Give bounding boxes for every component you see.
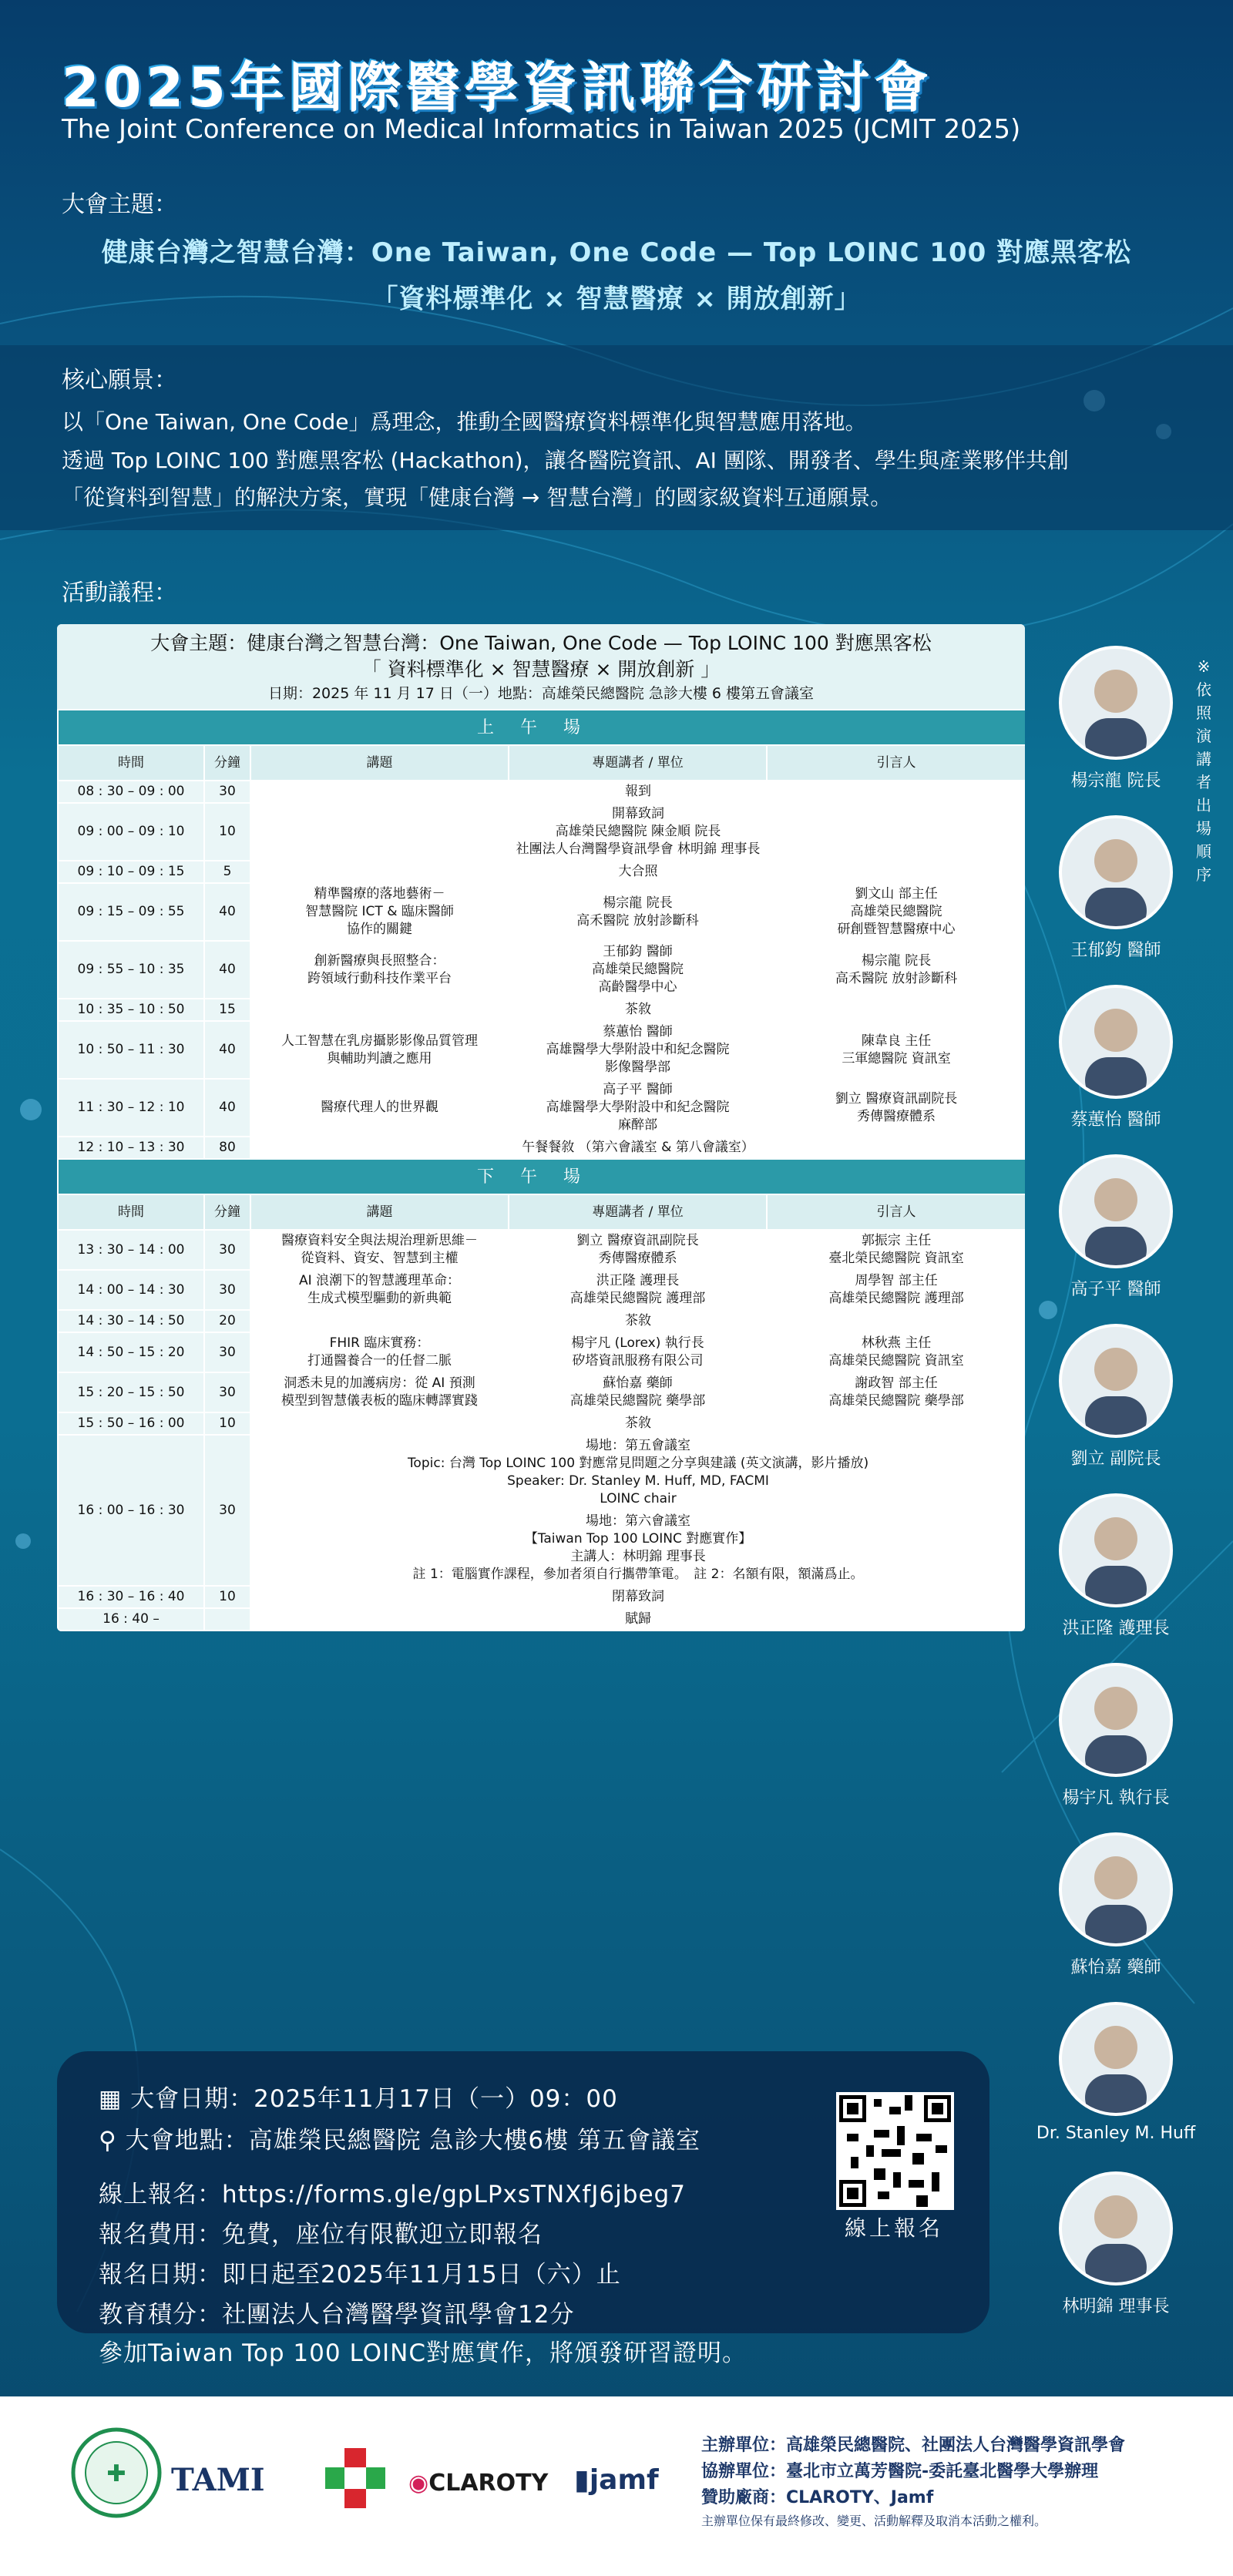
info-venue: ⚲ 大會地點：高雄榮民總醫院 急診大樓6樓 第五會議室 — [99, 2127, 701, 2155]
vision-label: 核心願景： — [62, 367, 177, 394]
speaker-card — [1023, 2171, 1208, 2317]
row-minutes: 30 — [204, 1332, 250, 1372]
agenda-row — [58, 1310, 1025, 1332]
row-host: 楊宗龍 院長 高禾醫院 放射診斷科 — [767, 941, 1025, 999]
row-time: 15 : 20 – 15 : 50 — [58, 1372, 204, 1412]
agenda-header-theme: 大會主題：健康台灣之智慧台灣：One Taiwan, One Code — Top LOINC 100 對應黑客松 — [150, 632, 932, 654]
speaker-card — [1023, 1154, 1208, 1300]
jamf-logo: ▮jamf — [574, 2464, 659, 2496]
row-activity: 茶敘 — [250, 999, 1025, 1021]
row-activity: 閉幕致詞 — [250, 1586, 1025, 1608]
agenda-row — [58, 999, 1025, 1021]
speaker-name: 王郁鈞 醫師 — [1070, 941, 1161, 960]
row-minutes: 15 — [204, 999, 250, 1021]
row-speaker: 高子平 醫師 高雄醫學大學附設中和紀念醫院 麻醉部 — [509, 1079, 767, 1137]
location-pin-icon: ⚲ — [99, 2127, 117, 2155]
agenda-header-date: 日期：2025 年 11 月 17 日（一）地點：高雄榮民總醫院 急診大樓 6 樓第五會議室 — [267, 685, 815, 702]
row-minutes: 40 — [204, 1021, 250, 1079]
row-topic: 精準醫療的落地藝術－ 智慧醫院 ICT & 臨床醫師 協作的關鍵 — [250, 883, 509, 941]
row-activity: 茶敘 — [250, 1310, 1025, 1332]
signup-qr-code[interactable] — [836, 2092, 954, 2210]
speaker-card — [1023, 1663, 1208, 1809]
column-header: 講題 — [250, 745, 509, 781]
agenda-row — [58, 883, 1025, 941]
speaker-name: 蘇怡嘉 藥師 — [1070, 1958, 1161, 1977]
speaker-card — [1023, 2002, 1208, 2143]
section-header: 上午場 — [58, 710, 1025, 745]
agenda-row — [58, 861, 1025, 883]
speaker-name: 高子平 醫師 — [1070, 1280, 1161, 1299]
theme-line-2: 「資料標準化 × 智慧醫療 × 開放創新」 — [371, 284, 862, 314]
row-host: 周學智 部主任 高雄榮民總醫院 護理部 — [767, 1270, 1025, 1310]
agenda-row — [58, 1372, 1025, 1412]
page-subtitle: The Joint Conference on Medical Informatics in Taiwan 2025 (JCMIT 2025) — [62, 114, 1021, 145]
speaker-card — [1023, 985, 1208, 1130]
row-activity: 場地：第五會議室 Topic: 台灣 Top LOINC 100 對應常見問題之分享與建議 (英文演講，影片播放) Speaker: Dr. Stanley M. Huff, MD, FACMI LOINC chair — [250, 1435, 1025, 1510]
agenda-header-slogan: 「 資料標準化 × 智慧醫療 × 開放創新 」 — [361, 658, 721, 680]
speaker-name: 林明錦 理事長 — [1062, 2297, 1170, 2316]
row-topic: 醫療代理人的世界觀 — [250, 1079, 509, 1137]
speaker-card — [1023, 1832, 1208, 1978]
speaker-photo — [1059, 1154, 1173, 1268]
svg-text:✚: ✚ — [106, 2460, 126, 2487]
person-icon — [1062, 1835, 1170, 1943]
agenda-header — [57, 624, 1025, 709]
row-activity: 茶敘 — [250, 1412, 1025, 1435]
row-time: 16 : 30 – 16 : 40 — [58, 1586, 204, 1608]
row-minutes: 5 — [204, 861, 250, 883]
person-icon — [1062, 1327, 1170, 1435]
row-host: 林秋燕 主任 高雄榮民總醫院 資訊室 — [767, 1332, 1025, 1372]
info-date: ▦ 大會日期：2025年11月17日（一）09：00 — [99, 2085, 618, 2113]
agenda-table — [57, 624, 1025, 1631]
info-credit: 教育積分：社團法人台灣醫學資訊學會12分 — [99, 2301, 575, 2329]
speaker-photo — [1059, 2171, 1173, 2285]
agenda-row — [58, 1270, 1025, 1310]
row-speaker: 蔡蕙怡 醫師 高雄醫學大學附設中和紀念醫院 影像醫學部 — [509, 1021, 767, 1079]
theme-label: 大會主題： — [62, 191, 177, 218]
organizer-disclaimer: 主辦單位保有最終修改、變更、活動解釋及取消本活動之權利。 — [701, 2514, 1047, 2528]
agenda-row — [58, 1586, 1025, 1608]
agenda-row — [58, 781, 1025, 803]
section-header: 下午場 — [58, 1159, 1025, 1194]
row-time: 14 : 00 – 14 : 30 — [58, 1270, 204, 1310]
agenda-row — [58, 1137, 1025, 1159]
speaker-card — [1023, 1324, 1208, 1469]
speaker-name: 楊宗龍 院長 — [1070, 771, 1161, 791]
agenda-row — [58, 1079, 1025, 1137]
row-time: 12 : 10 – 13 : 30 — [58, 1137, 204, 1159]
vision-line-3: 「從資料到智慧」的解決方案，實現「健康台灣 → 智慧台灣」的國家級資料互通願景。 — [62, 485, 892, 510]
theme-line-1: 健康台灣之智慧台灣：One Taiwan, One Code — Top LOINC 100 對應黑客松 — [101, 237, 1132, 268]
speaker-card — [1023, 1493, 1208, 1639]
speaker-card — [1023, 646, 1208, 791]
row-topic: FHIR 臨床實務： 打通醫養合一的任督二脈 — [250, 1332, 509, 1372]
row-host: 劉文山 部主任 高雄榮民總醫院 研創暨智慧醫療中心 — [767, 883, 1025, 941]
column-header: 專題講者 / 單位 — [509, 1194, 767, 1230]
row-host: 謝政智 部主任 高雄榮民總醫院 藥學部 — [767, 1372, 1025, 1412]
row-time: 15 : 50 – 16 : 00 — [58, 1412, 204, 1435]
row-time: 14 : 50 – 15 : 20 — [58, 1332, 204, 1372]
speaker-order-note: ※依照演講者出場順序 — [1196, 657, 1211, 884]
row-time: 09 : 55 – 10 : 35 — [58, 941, 204, 999]
agenda-row — [58, 941, 1025, 999]
speaker-name: Dr. Stanley M. Huff — [1036, 2124, 1196, 2143]
row-speaker: 洪正隆 護理長 高雄榮民總醫院 護理部 — [509, 1270, 767, 1310]
row-minutes: 30 — [204, 1230, 250, 1270]
agenda-row — [58, 1021, 1025, 1079]
speaker-name: 劉立 副院長 — [1070, 1449, 1161, 1469]
row-minutes: 80 — [204, 1137, 250, 1159]
speaker-photo — [1059, 2002, 1173, 2116]
person-icon — [1062, 818, 1170, 926]
row-time: 09 : 15 – 09 : 55 — [58, 883, 204, 941]
column-header: 分鐘 — [204, 1194, 250, 1230]
row-minutes — [204, 1608, 250, 1631]
person-icon — [1062, 1496, 1170, 1604]
speaker-photo — [1059, 1493, 1173, 1607]
info-signup[interactable]: 線上報名：https://forms.gle/gpLPxsTNXfJ6jbeg7 — [99, 2181, 686, 2208]
column-header: 引言人 — [767, 745, 1025, 781]
tami-logo: TAMI — [171, 2462, 265, 2498]
speaker-photo — [1059, 815, 1173, 929]
row-topic: AI 浪潮下的智慧護理革命： 生成式模型驅動的新典範 — [250, 1270, 509, 1310]
claroty-mark-icon: ◉ — [408, 2470, 429, 2497]
agenda-row — [58, 1435, 1025, 1510]
row-host: 陳韋良 主任 三軍總醫院 資訊室 — [767, 1021, 1025, 1079]
speaker-name: 楊宇凡 執行長 — [1062, 1788, 1170, 1808]
row-minutes: 40 — [204, 1079, 250, 1137]
speaker-name: 蔡蕙怡 醫師 — [1070, 1110, 1161, 1130]
speaker-name: 洪正隆 護理長 — [1062, 1619, 1170, 1638]
row-minutes: 30 — [204, 1270, 250, 1310]
row-activity: 報到 — [250, 781, 1025, 803]
person-icon — [1062, 2175, 1170, 2282]
column-header: 時間 — [58, 1194, 204, 1230]
row-speaker: 劉立 醫療資訊副院長 秀傳醫療體系 — [509, 1230, 767, 1270]
speaker-card — [1023, 815, 1208, 961]
row-minutes: 30 — [204, 1372, 250, 1412]
host-organizers: 主辦單位：高雄榮民總醫院、社團法人台灣醫學資訊學會 — [701, 2436, 1126, 2455]
qr-caption: 線上報名 — [844, 2215, 943, 2241]
agenda-row — [58, 1230, 1025, 1270]
row-time: 13 : 30 – 14 : 00 — [58, 1230, 204, 1270]
row-time: 08 : 30 – 09 : 00 — [58, 781, 204, 803]
row-topic: 創新醫療與長照整合： 跨領域行動科技作業平台 — [250, 941, 509, 999]
row-time: 10 : 35 – 10 : 50 — [58, 999, 204, 1021]
calendar-icon: ▦ — [99, 2085, 123, 2113]
row-time: 14 : 30 – 14 : 50 — [58, 1310, 204, 1332]
agenda-label: 活動議程： — [62, 579, 177, 606]
row-speaker: 楊宇凡 (Lorex) 執行長 矽塔資訊服務有限公司 — [509, 1332, 767, 1372]
row-topic: 洞悉未見的加護病房：從 AI 預測 模型到智慧儀表板的臨床轉譯實踐 — [250, 1372, 509, 1412]
row-minutes: 40 — [204, 883, 250, 941]
column-header: 專題講者 / 單位 — [509, 745, 767, 781]
person-icon — [1062, 1157, 1170, 1265]
sponsors: 贊助廠商：CLAROTY、Jamf — [701, 2488, 934, 2507]
row-time: 16 : 40 – — [58, 1608, 204, 1631]
jamf-mark-icon: ▮ — [574, 2464, 590, 2496]
kaohsiung-vghks-logo — [71, 2427, 162, 2521]
claroty-logo: ◉CLAROTY — [408, 2470, 549, 2497]
row-activity: 賦歸 — [250, 1608, 1025, 1631]
row-time: 16 : 00 – 16 : 30 — [58, 1435, 204, 1586]
row-time: 11 : 30 – 12 : 10 — [58, 1079, 204, 1137]
column-header: 講題 — [250, 1194, 509, 1230]
row-time: 09 : 00 – 09 : 10 — [58, 803, 204, 861]
row-speaker: 蘇怡嘉 藥師 高雄榮民總醫院 藥學部 — [509, 1372, 767, 1412]
info-fee: 報名費用：免費，座位有限歡迎立即報名 — [99, 2221, 543, 2249]
row-minutes: 40 — [204, 941, 250, 999]
column-header: 引言人 — [767, 1194, 1025, 1230]
row-host: 劉立 醫療資訊副院長 秀傳醫療體系 — [767, 1079, 1025, 1137]
row-minutes: 10 — [204, 1412, 250, 1435]
column-header: 時間 — [58, 745, 204, 781]
row-activity: 午餐餐敘 （第六會議室 & 第八會議室） — [250, 1137, 1025, 1159]
agenda-row — [58, 1332, 1025, 1372]
person-icon — [1062, 988, 1170, 1096]
person-icon — [1062, 2005, 1170, 2113]
row-topic: 人工智慧在乳房攝影影像品質管理 與輔助判讀之應用 — [250, 1021, 509, 1079]
row-minutes: 10 — [204, 1586, 250, 1608]
row-minutes: 30 — [204, 1435, 250, 1586]
speaker-photo — [1059, 646, 1173, 760]
column-header: 分鐘 — [204, 745, 250, 781]
info-deadline: 報名日期：即日起至2025年11月15日（六）止 — [99, 2261, 621, 2289]
row-time: 10 : 50 – 11 : 30 — [58, 1021, 204, 1079]
row-speaker: 楊宗龍 院長 高禾醫院 放射診斷科 — [509, 883, 767, 941]
row-minutes: 20 — [204, 1310, 250, 1332]
vision-line-2: 透過 Top LOINC 100 對應黑客松 (Hackathon)，讓各醫院資訊、AI 團隊、開發者、學生與產業夥伴共創 — [62, 448, 1069, 473]
row-minutes: 10 — [204, 803, 250, 861]
row-minutes: 30 — [204, 781, 250, 803]
speaker-photo — [1059, 1832, 1173, 1946]
speaker-photo — [1059, 1324, 1173, 1438]
row-topic: 醫療資料安全與法規治理新思維－ 從資料、資安、智慧到主權 — [250, 1230, 509, 1270]
person-icon — [1062, 1666, 1170, 1774]
row-activity-parallel: 場地：第六會議室 【Taiwan Top 100 LOINC 對應實作】 主講人：林明錦 理事長 註 1：電腦實作課程，參加者須自行攜帶筆電。 註 2：名額有限，額滿爲止。 — [250, 1510, 1025, 1586]
co-organizers: 協辦單位：臺北市立萬芳醫院-委託臺北醫學大學辦理 — [701, 2462, 1099, 2481]
speaker-photo — [1059, 1663, 1173, 1777]
row-host: 郭振宗 主任 臺北榮民總醫院 資訊室 — [767, 1230, 1025, 1270]
page-title: 2025年國際醫學資訊聯合研討會 — [62, 56, 933, 119]
speaker-photo — [1059, 985, 1173, 1099]
info-certificate: 參加Taiwan Top 100 LOINC對應實作，將頒發研習證明。 — [99, 2339, 747, 2367]
agenda-row — [58, 1412, 1025, 1435]
row-activity: 開幕致詞 高雄榮民總醫院 陳金順 院長 社團法人台灣醫學資訊學會 林明錦 理事長 — [250, 803, 1025, 861]
agenda-row — [58, 803, 1025, 861]
person-icon — [1062, 649, 1170, 757]
row-time: 09 : 10 – 09 : 15 — [58, 861, 204, 883]
row-activity: 大合照 — [250, 861, 1025, 883]
row-speaker: 王郁鈞 醫師 高雄榮民總醫院 高齡醫學中心 — [509, 941, 767, 999]
hospital-cross-logo — [324, 2447, 387, 2513]
vision-line-1: 以「One Taiwan, One Code」爲理念，推動全國醫療資料標準化與智慧應用落地。 — [62, 409, 867, 435]
agenda-row — [58, 1608, 1025, 1631]
